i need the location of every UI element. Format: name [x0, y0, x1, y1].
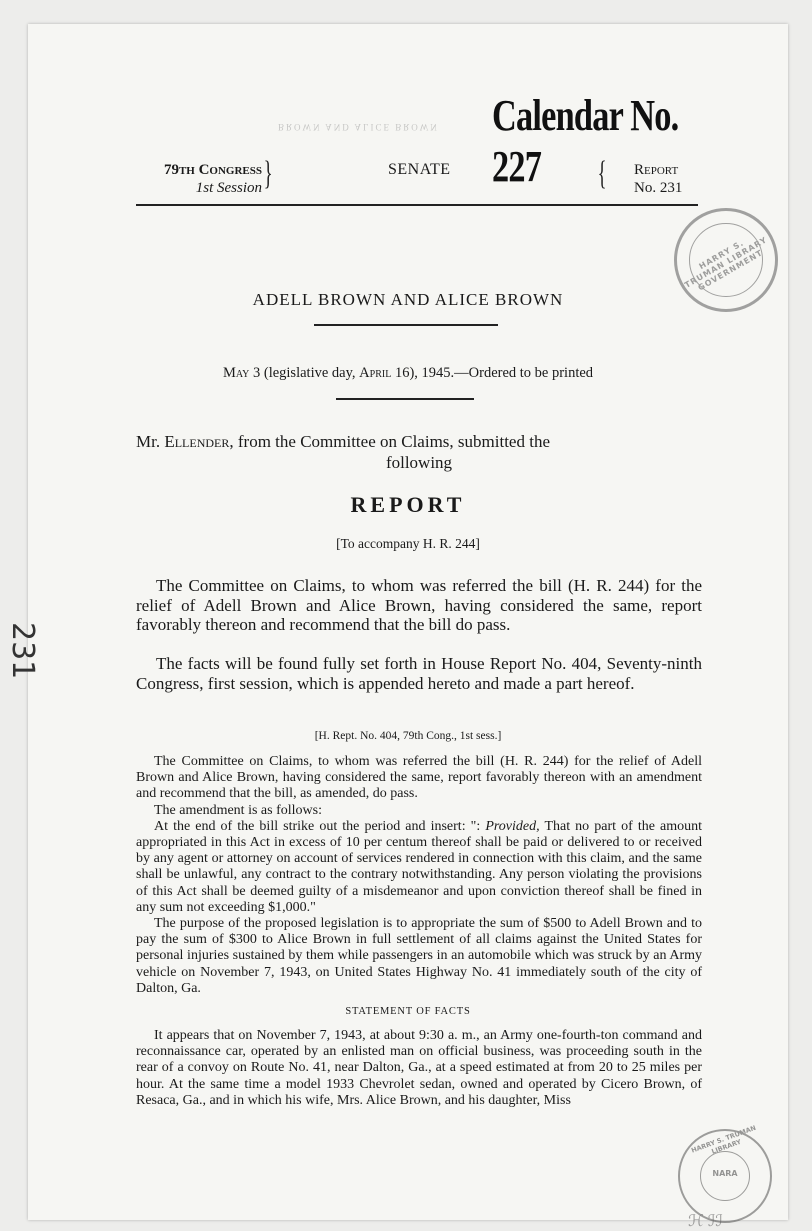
date-rule	[336, 398, 474, 400]
bleed-through-text: BROWN AND ALICE BROWN	[278, 122, 439, 132]
section-heading: STATEMENT OF FACTS	[345, 1006, 471, 1017]
amendment-paragraph: At the end of the bill strike out the period and insert: ": Provided, That no part of the amount appropriated in this Act in excess of 10 per centum thereof shall be paid or delivered to or received by any agent or attorney on account of services rendered in connection with this claim, and the same shall be unlawful, any contract to the contrary notwithstanding. Any person violating the provisions of this Act shall be deemed guilty of a misdemeanor and upon conviction thereof shall be fined in any sum not exceeding $1,000."	[136, 818, 702, 915]
congress-label: 79th Congress	[163, 162, 262, 178]
facts-body	[136, 1028, 702, 1109]
session-label: 1st Session	[195, 180, 262, 196]
facts-paragraph: It appears that on November 7, 1943, at about 9:30 a. m., an Army one-fourth-ton command and reconnaissance car, operated by an enlisted man on official business, was proceeding south in the rear of a convoy on Route No. 41, near Dalton, Ga., at a speed estimated at from 20 to 25 miles per hour. At the same time a model 1933 Chevrolet sedan, owned and operated by Cicero Brown, of Resaca, Ga., and in which his wife, Mrs. Alice Brown, and his daughter, Miss	[136, 1028, 702, 1108]
document-page	[5, 24, 788, 1230]
left-brace-icon: {	[597, 155, 607, 192]
header-rule	[136, 204, 698, 206]
report-label: Report	[634, 162, 679, 178]
house-report-body	[136, 754, 702, 997]
hr-paragraph: The amendment is as follows:	[154, 802, 322, 818]
hr-paragraph: The Committee on Claims, to whom was referred the bill (H. R. 244) for the relief of Adell Brown and Alice Brown, having considered the same, report favorably thereon with an amendment and recommend that the bill, as amended, do pass.	[136, 754, 702, 802]
nara-stamp-icon: HARRY S. TRUMAN LIBRARY NARA	[678, 1129, 772, 1223]
facts-reference-paragraph: The facts will be found fully set forth in House Report No. 404, Seventy-ninth Congress, first session, which is appended hereto and made a part hereof.	[136, 654, 702, 693]
report-number	[634, 161, 682, 197]
submission-statement: Mr. Ellender, from the Committee on Claims, submitted the following	[136, 432, 550, 472]
title-rule	[314, 324, 498, 326]
library-stamp-icon: HARRY S. TRUMAN LIBRARY GOVERNMENT	[674, 208, 778, 312]
house-report-reference: [H. Rept. No. 404, 79th Cong., 1st sess.]	[314, 730, 502, 742]
report-number-value: No. 231	[634, 180, 683, 196]
committee-paragraph: The Committee on Claims, to whom was referred the bill (H. R. 244) for the relief of Adell Brown and Alice Brown, having considered the same, report favorably thereon and recommend that the bill do pass.	[136, 576, 702, 634]
date-line: May 3 (legislative day, April 16), 1945.—Ordered to be printed	[222, 365, 594, 381]
report-heading: REPORT	[350, 492, 466, 517]
right-brace-icon: }	[263, 155, 273, 192]
hr-paragraph: The purpose of the proposed legislation is to appropriate the sum of $500 to Adell Brown and to pay the sum of $300 to Alice Brown in full settlement of all claims against the United States for personal injuries sustained by them while passengers in an automobile which was struck by an Army vehicle on November 7, 1943, on United States Highway No. 41 immediately south of the city of Dalton, Ga.	[136, 916, 702, 996]
calendar-number: Calendar No. 227	[492, 91, 679, 191]
document-title: ADELL BROWN AND ALICE BROWN	[252, 290, 564, 309]
accompany-note: [To accompany H. R. 244]	[336, 536, 480, 551]
congress-session	[136, 161, 262, 197]
chamber-label: SENATE	[388, 161, 451, 178]
handwritten-scribble-icon: ℋ ℐℐ	[688, 1213, 723, 1230]
handwritten-margin-note: 231	[5, 622, 40, 680]
